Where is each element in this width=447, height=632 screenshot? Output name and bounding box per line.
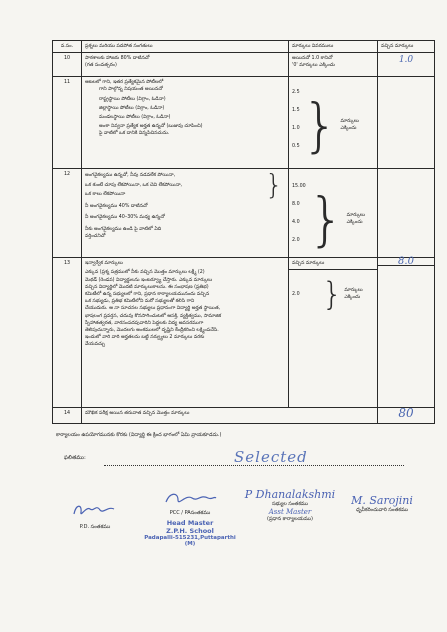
- table-header: [53, 41, 435, 53]
- row-line: వచ్చిన విద్యార్థిలో మొదటి మార్కులుకాలను. ఈ సంభాషణ (ప్రతిభ): [85, 284, 209, 290]
- row-obtained: [378, 258, 435, 408]
- stamp-line: Z.P.H. School: [166, 527, 214, 535]
- row-marks: [289, 53, 378, 77]
- header-serial: వ.సం.: [53, 41, 82, 53]
- row-line: మెథడ్ (రెండవ) విద్యార్థులను ఇంటర్వ్యూ చేస్తారు. ఎక్కువ మార్కులు: [85, 277, 213, 283]
- header-obtained: వచ్చిన మార్కులు: [378, 41, 435, 53]
- obtained-value: 80: [398, 406, 414, 421]
- row-number: 12: [53, 169, 82, 258]
- signature-verifier: [334, 494, 430, 514]
- signature-caption: PCC / PAసంతకము: [169, 510, 211, 516]
- row-line: పాఠశాలకు హాజరు 80% దాటినచో: [85, 56, 150, 62]
- marks-value: 4.0: [292, 220, 300, 226]
- row-line: స్పేహాతత్వరత, వారసంపదపువారిని పెద్దలకు విద్య అవసరముగా: [85, 320, 204, 326]
- row-line: మౌఖిక పరీక్ష అయిన తరువాత వచ్చిన మొత్తం మార్కులు: [85, 411, 190, 417]
- signature-pcc: [140, 490, 240, 547]
- result-label: ఫలితము:: [64, 455, 86, 461]
- row-text: [82, 169, 289, 258]
- brace-icon: }: [265, 168, 283, 202]
- row-obtained: [378, 53, 435, 77]
- row-line: పై వాటిలో ఒక దానికి విన్నపిచినచును.: [99, 131, 170, 137]
- handwritten-signature: [60, 500, 130, 524]
- row-line: ఒక శుంటే చూపు లేకపోయినా, ఒక చెవి లేకపోయినా,: [85, 182, 183, 188]
- signature-pd: [60, 500, 130, 531]
- row-line: (గత సంవత్సరం): [85, 63, 117, 69]
- verifier-name: M. Sarojini: [351, 494, 413, 507]
- signature-scribble-icon: [160, 490, 220, 508]
- row-title: ఇన్వార్వేక మార్కులు: [85, 261, 123, 267]
- row-obtained: [378, 408, 435, 424]
- row-line: ఆటలలో గాని, ఇతర ప్రత్యేకమైన పోటీలలో: [85, 80, 164, 86]
- marks-list: [292, 89, 300, 161]
- marks-value: 2.5: [292, 90, 300, 96]
- brace-icon: }: [307, 185, 345, 254]
- marks-value: 15.00: [292, 184, 306, 190]
- signature-caption: (ప్రధాన కార్యాలయము): [267, 516, 313, 522]
- row-line: భాషలంగ ప్రవర్తన, చదువు కొనసాగించుటలో ఆసక్తి, వ్యక్తిత్వము, సామాజిక: [85, 313, 222, 319]
- brace-icon: }: [301, 91, 339, 160]
- marks-note: మార్కులు ఎక్కించు: [340, 119, 359, 132]
- row-text: [82, 53, 289, 77]
- stamp-line: Head Master: [166, 519, 214, 527]
- table-row: [53, 258, 435, 408]
- signature-scribble-icon: [70, 500, 120, 520]
- marks-value: 0.5: [292, 144, 300, 150]
- table-row: [53, 77, 435, 169]
- row-line: గాని పాల్గొన్న నిషయంత అయినచో: [99, 87, 163, 93]
- row-number: 10: [53, 53, 82, 77]
- row-text: [82, 258, 289, 408]
- signature-caption: సభ్యుల సంతకము: [272, 501, 308, 507]
- school-stamp: [140, 519, 240, 547]
- row-line: చేయుదురు. ఆ నా సూచనల సభ్యులు ప్రధానంగా విద్యార్థి అర్హత స్థాయిత,: [85, 306, 221, 312]
- obtained-value: 8.0: [378, 258, 434, 266]
- row-line: ఒక సభ్యుడు, ప్రతిభ కమిటీలోని మరో సభ్యులతో కలిసి గాని: [85, 299, 195, 305]
- marks-value: 2.0: [292, 291, 300, 297]
- row-line: ఎక్కువ (ప్రశ్న పత్రములో నీకు వచ్చిన మొత్తం మార్కులు లక్ష్మీ (2): [85, 270, 205, 276]
- marks-line: '0' మార్కులు ఎక్కించు: [292, 63, 335, 69]
- row-line: అంశా నివ్వనా ప్రత్యేక అర్హత ఉన్నచో (బుజువు చూపించి): [99, 124, 203, 130]
- marks-value: 2.0: [292, 238, 300, 244]
- marks-value: 8.0: [292, 202, 300, 208]
- header-marks-details: మార్కులు వివరములు: [289, 41, 378, 53]
- marks-note: మార్కులు ఎక్కించు: [344, 288, 363, 301]
- office-use-note: కార్యాలయం ఉపయోగమునకు కొరకు (విద్యార్థి ఈ క్రింద భాగంలో ఏమి వ్రాయకూడదు.): [56, 432, 222, 438]
- row-obtained: [378, 169, 435, 258]
- row-text: [82, 77, 289, 169]
- marks-list: [292, 183, 306, 255]
- row-line: వర్తించనిచో: [85, 233, 106, 239]
- row-text: [82, 408, 378, 424]
- row-number: 13: [53, 258, 82, 408]
- row-line: రాష్ట్రస్థాయి పోటీలు (విగ్రాం, ఓడినా): [99, 96, 166, 102]
- result-row: [56, 448, 426, 468]
- brace-icon: }: [322, 275, 343, 314]
- row-marks: [289, 169, 378, 258]
- marks-value: 1.0: [292, 126, 300, 132]
- marks-value: 1.5: [292, 108, 300, 114]
- result-value: Selected: [234, 448, 308, 466]
- row-number: 11: [53, 77, 82, 169]
- marks-line: అయినచో 1.0 కానిచో: [292, 56, 333, 62]
- row-line: వేయవచ్చు: [85, 342, 106, 348]
- table-row: [53, 169, 435, 258]
- row-line: కమిటీలో ఉన్న సభ్యులలో గాని, ప్రధాన కార్యాలయమునందు వచ్చిన: [85, 292, 210, 298]
- row-12-block: [85, 168, 285, 202]
- row-number: 14: [53, 408, 82, 424]
- member-name: P Dhanalakshmi: [244, 488, 336, 501]
- table-row: [53, 53, 435, 77]
- signature-caption: P.D. సంతకము: [79, 524, 111, 530]
- row-line: ఇందులో వారి వారి అర్హతలను బట్టి నర్వ్యులు 2 మార్కులు వరకు: [85, 335, 205, 341]
- row-line: నీ అంగవైకల్యము 40–30% మధ్య ఉన్నచో: [85, 215, 165, 221]
- row-line: నీ అంగవైకల్యము 40% దాటినచో: [85, 204, 148, 210]
- table-row: [53, 408, 435, 424]
- member-role: Asst Master: [268, 508, 312, 516]
- row-marks: [289, 258, 378, 408]
- signature-member: [240, 488, 340, 523]
- row-line: మండలస్థాయి పోటీలు (విగ్రాం, ఓడినా): [99, 115, 171, 121]
- row-line: ఒక కాలు లేకపోయినా: [85, 191, 126, 197]
- obtained-value: 1.0: [398, 55, 414, 66]
- row-line: అంగవైకల్యము ఉన్నచో, నీవు నడవలేక పోయినా,: [85, 173, 176, 179]
- stamp-line: Padapalli-515231,Puttaparthi (M): [144, 535, 236, 547]
- marks-subheader: వచ్చిన మార్కులు: [289, 258, 377, 270]
- evaluation-table: [52, 40, 435, 424]
- row-obtained: [378, 77, 435, 169]
- signature-caption: ధృవీకరించువారి సంతకము: [356, 507, 408, 513]
- header-questions: ప్రశ్నలు మరియు పదపోత సంగతులు: [82, 41, 289, 53]
- row-marks: [289, 77, 378, 169]
- row-line: నీకు అంగవైకల్యము ఉండి పై వాటిలో ఏది: [85, 226, 162, 232]
- marks-note: మార్కులు ఎక్కించు: [346, 213, 365, 226]
- row-line: తెలిపుచున్నారు, మొదలగు అంశములలో దృష్టిని కేంద్రీకరించి లక్ష్మింపచేసి.: [85, 328, 219, 334]
- row-line: జిల్లాస్థాయి పోటీలు (విగ్రాం, ఓడినా): [99, 105, 165, 111]
